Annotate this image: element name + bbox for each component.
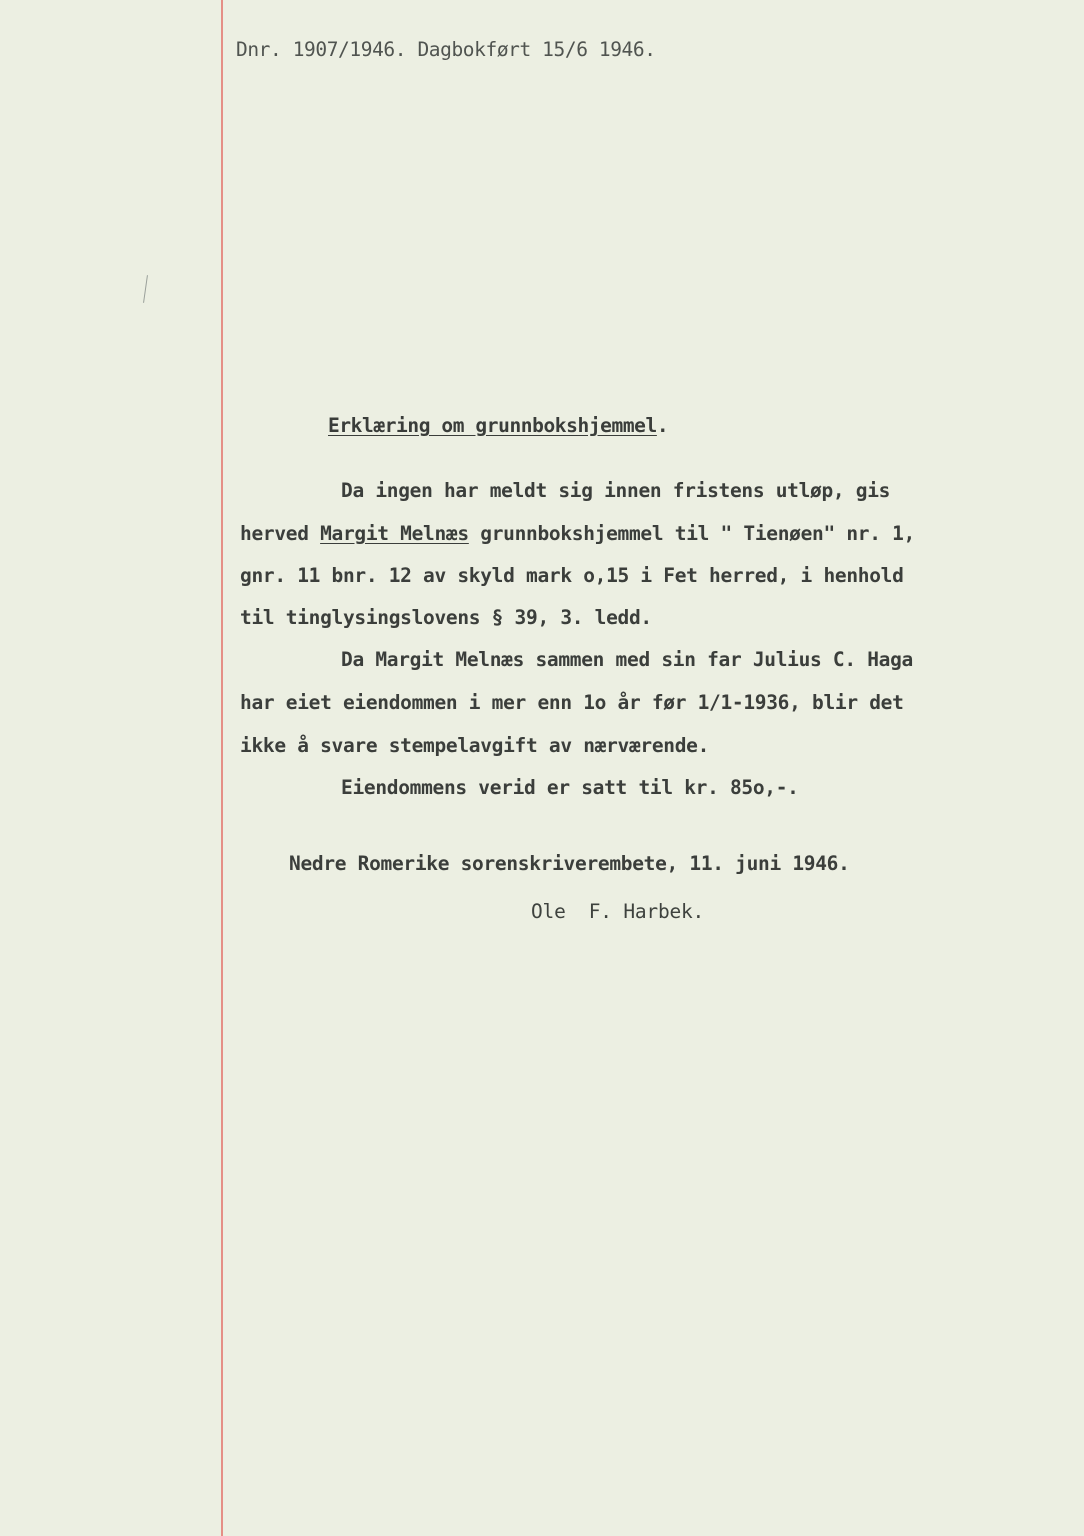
- body-text: grunnbokshjemmel til " Tienøen" nr. 1,: [468, 522, 915, 545]
- margin-line: [221, 0, 223, 1536]
- body-line: gnr. 11 bnr. 12 av skyld mark o,15 i Fet herred, i henhold: [240, 564, 904, 587]
- journal-header: Dnr. 1907/1946. Dagbokført 15/6 1946.: [236, 38, 656, 61]
- body-line: ikke å svare stempelavgift av nærværende.: [240, 734, 710, 757]
- body-text: herved: [240, 522, 321, 545]
- body-line: har eiet eiendommen i mer enn 1o år før 1/1-1936, blir det: [240, 691, 904, 714]
- body-line: [240, 522, 915, 545]
- owner-name: Margit Melnæs: [320, 522, 469, 545]
- pencil-mark: [143, 275, 148, 303]
- body-line: Eiendommens verid er satt til kr. 85o,-.: [341, 776, 799, 799]
- signature: Ole F. Harbek.: [531, 900, 705, 923]
- body-line: til tinglysingslovens § 39, 3. ledd.: [240, 606, 652, 629]
- document-title: [328, 414, 668, 437]
- title-text: Erklæring om grunnbokshjemmel: [328, 414, 657, 437]
- title-suffix: .: [656, 414, 669, 437]
- place-date: Nedre Romerike sorenskriverembete, 11. juni 1946.: [289, 852, 850, 875]
- body-line: Da Margit Melnæs sammen med sin far Julius C. Haga: [341, 648, 914, 671]
- body-line: Da ingen har meldt sig innen fristens utløp, gis: [341, 479, 891, 502]
